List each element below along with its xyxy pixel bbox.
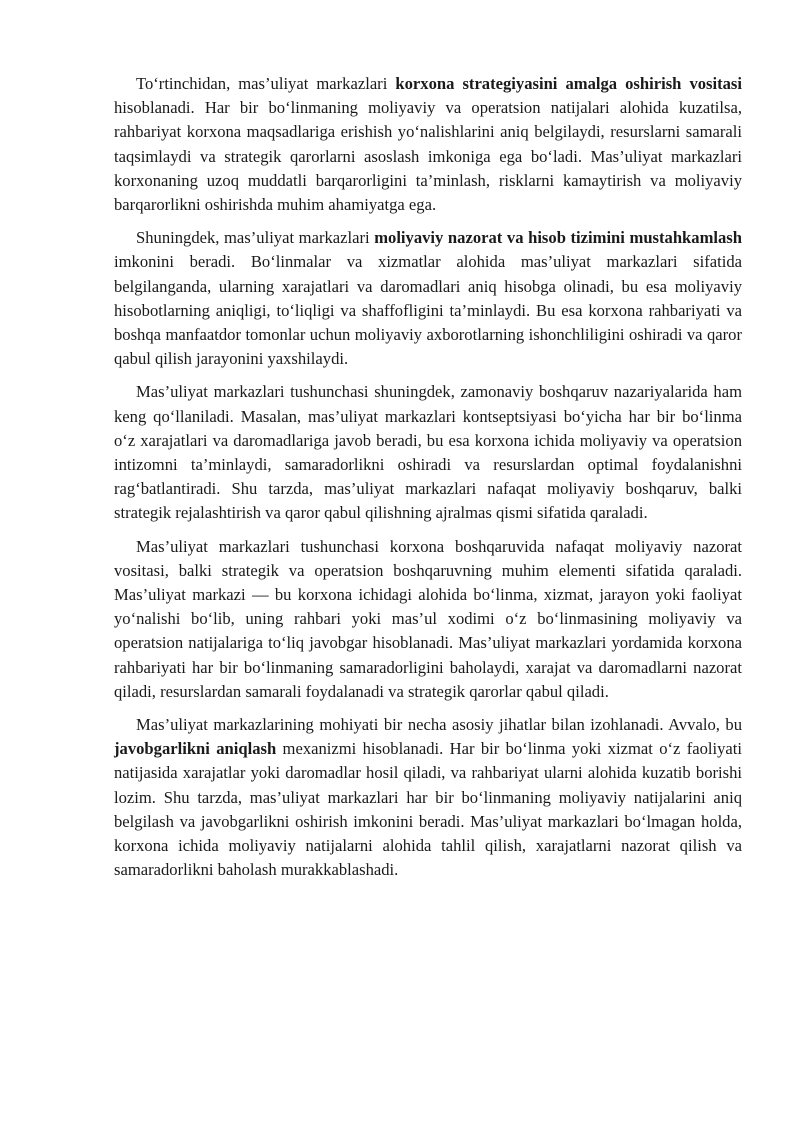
paragraph-2-text-before: Shuningdek, mas’uliyat markazlari: [136, 228, 375, 248]
paragraph-5-text-before: Mas’uliyat markazlarining mohiyati bir necha asosiy jihatlar bilan izohlanadi. Avvalo, bu: [136, 715, 742, 735]
document-page: [114, 72, 742, 892]
paragraph-4-text: Mas’uliyat markazlari tushunchasi korxona boshqaruvida nafaqat moliyaviy nazorat vositasi, balki strategik va operatsion boshqaruvning muhim elementi sifatida qaraladi. Mas’uliyat markazi — bu korxona ichidagi alohida bo‘linma, xizmat, jarayon yoki faoliyat yo‘nalishi bo‘lib, uning rahbari yoki mas’ul xodimi o‘z bo‘linmasining moliyaviy va operatsion natijalariga to‘liq javobgar hisoblanadi. Mas’uliyat markazlari yordamida korxona rahbariyati har bir bo‘linmaning samaradorligini baholaydi, xarajat va daromadlarni nazorat qiladi, resurslardan samarali foydalanadi va strategik qarorlar qabul qiladi.: [114, 536, 742, 701]
paragraph-1: [114, 72, 742, 217]
paragraph-2: [114, 226, 742, 371]
paragraph-2-text-after: imkonini beradi. Bo‘linmalar va xizmatlar alohida mas’uliyat markazlari sifatida belgilanganda, ularning xarajatlari va daromadlari aniq hisobga olinadi, bu esa moliyaviy hisobotlarning aniqligi, to‘liqligi va shaffofligini ta’minlaydi. Bu esa korxona rahbariyati va boshqa manfaatdor tomonlar uchun moliyaviy axborotlarning ishonchliligini oshiradi va qaror qabul qilish jarayonini yaxshilaydi.: [114, 252, 742, 369]
paragraph-1-text-before: To‘rtinchidan, mas’uliyat markazlari: [136, 74, 396, 93]
paragraph-2-bold-phrase: moliyaviy nazorat va hisob tizimini mustahkamlash: [374, 228, 742, 248]
paragraph-5-text-after: mexanizmi hisoblanadi. Har bir bo‘linma yoki xizmat o‘z faoliyati natijasida xarajatlar yoki daromadlar hosil qiladi, va rahbariyat ularni alohida kuzatib borishi lozim. Shu tarzda, mas’uliyat markazlari har bir bo‘linmaning moliyaviy natijalarini aniq belgilash va javobgarlikni oshirish imkonini beradi. Mas’uliyat markazlari bo‘lmagan holda, korxona ichida moliyaviy natijalarni alohida tahlil qilish, xarajatlarni nazorat qilish va samaradorlikni baholash murakkablashadi.: [114, 739, 743, 880]
paragraph-3: [114, 380, 742, 525]
paragraph-4: [114, 535, 742, 704]
paragraph-5-bold-phrase: javobgarlikni aniqlash: [114, 739, 277, 759]
paragraph-3-text: Mas’uliyat markazlari tushunchasi shuningdek, zamonaviy boshqaruv nazariyalarida ham keng qo‘llaniladi. Masalan, mas’uliyat markazlari kontseptsiyasi bo‘yicha har bir bo‘linma o‘z xarajatlari va daromadlariga javob beradi, bu esa korxona ichida moliyaviy va operatsion intizomni ta’minlaydi, samaradorlikni oshiradi va resurslardan optimal foydalanishni rag‘batlantiradi. Shu tarzda, mas’uliyat markazlari nafaqat moliyaviy boshqaruv, balki strategik rejalashtirish va qaror qabul qilishning ajralmas qismi sifatida qaraladi.: [114, 382, 742, 523]
paragraph-1-text-after: hisoblanadi. Har bir bo‘linmaning moliyaviy va operatsion natijalari alohida kuzatilsa, rahbariyat korxona maqsadlariga erishish yo‘nalishlarini aniq belgilaydi, resurslarni samarali taqsimlaydi va strategik qarorlarni asoslash imkoniga ega bo‘ladi. Mas’uliyat markazlari korxonaning uzoq muddatli barqarorligini ta’minlash, risklarni kamaytirish va moliyaviy barqarorlikni oshirishda muhim ahamiyatga ega.: [114, 98, 742, 215]
paragraph-5: [114, 713, 742, 882]
paragraph-1-bold-phrase: korxona strategiyasini amalga oshirish vositasi: [395, 74, 743, 93]
